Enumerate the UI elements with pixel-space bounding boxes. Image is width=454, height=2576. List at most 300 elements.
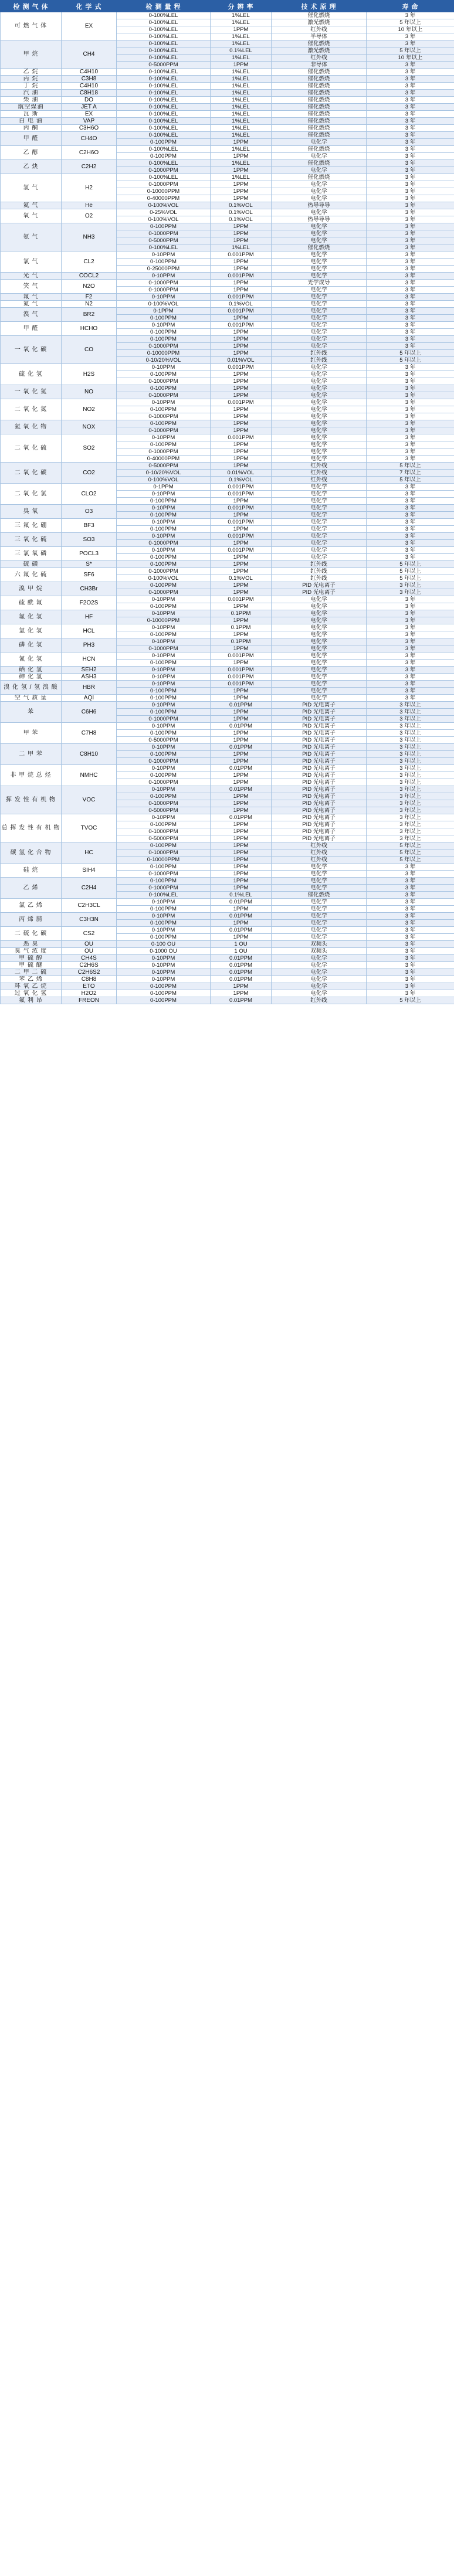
cell-formula: C4H10 [62, 69, 117, 76]
cell-lifetime: 3 年 [367, 33, 454, 40]
cell-resolution: 1PPM [211, 350, 272, 357]
cell-resolution: 1PPM [211, 688, 272, 695]
cell-range: 0-100PPM [117, 259, 211, 266]
cell-technology: PID 光电离子 [272, 821, 367, 828]
table-row [1, 202, 454, 209]
cell-technology: 电化学 [272, 315, 367, 322]
cell-technology: 电化学 [272, 308, 367, 315]
cell-range: 0-100PPM [117, 329, 211, 336]
cell-formula: ETO [62, 983, 117, 990]
cell-range: 0-1000PPM [117, 716, 211, 723]
cell-resolution: 1PPM [211, 990, 272, 997]
cell-range: 0-1000PPM [117, 287, 211, 294]
cell-gas-name: 一 氧 化 氮 [1, 385, 62, 399]
table-row [1, 125, 454, 132]
cell-lifetime: 3 年 [367, 434, 454, 441]
table-row [1, 568, 454, 575]
cell-range: 0-10PPM [117, 638, 211, 645]
cell-resolution: 1%LEL [211, 40, 272, 47]
cell-range: 0-1000PPM [117, 540, 211, 547]
cell-technology: 电化学 [272, 962, 367, 969]
cell-technology: 电化学 [272, 617, 367, 624]
cell-resolution: 1PPM [211, 554, 272, 561]
cell-technology: 电化学 [272, 540, 367, 547]
cell-range: 0-10PPM [117, 505, 211, 512]
cell-technology: 电化学 [272, 153, 367, 160]
cell-range: 0-100PPM [117, 906, 211, 913]
cell-resolution: 0.01PPM [211, 744, 272, 751]
cell-lifetime: 3 年 [367, 273, 454, 280]
cell-formula: S* [62, 561, 117, 568]
cell-gas-name: 白 电 油 [1, 118, 62, 125]
cell-range: 0-10000PPM [117, 617, 211, 624]
cell-lifetime: 3 年以上 [367, 716, 454, 723]
cell-technology: 红外线 [272, 842, 367, 849]
cell-range: 0-100PPM [117, 997, 211, 1004]
cell-range: 0-100PPM [117, 688, 211, 695]
table-row [1, 610, 454, 617]
cell-lifetime: 3 年以上 [367, 772, 454, 779]
cell-lifetime: 3 年 [367, 230, 454, 237]
cell-resolution: 0.001PPM [211, 533, 272, 540]
cell-range: 0-100PPM [117, 983, 211, 990]
cell-lifetime: 3 年 [367, 688, 454, 695]
cell-technology: 电化学 [272, 498, 367, 505]
cell-resolution: 1PPM [211, 371, 272, 378]
gas-sensor-spec-table-page [0, 0, 454, 1004]
cell-range: 0-10PPM [117, 667, 211, 674]
cell-technology: 电化学 [272, 533, 367, 540]
cell-resolution: 0.001PPM [211, 653, 272, 660]
cell-technology: 电化学 [272, 976, 367, 983]
cell-range: 0-5000PPM [117, 463, 211, 470]
table-row [1, 97, 454, 104]
cell-resolution: 1PPM [211, 857, 272, 864]
cell-resolution: 0.001PPM [211, 252, 272, 259]
cell-technology: 电化学 [272, 329, 367, 336]
cell-gas-name: 二 硫 化 碳 [1, 927, 62, 941]
cell-technology: 催化燃烧 [272, 40, 367, 47]
cell-technology: PID 光电离子 [272, 835, 367, 842]
cell-lifetime: 3 年 [367, 111, 454, 118]
cell-lifetime: 3 年 [367, 441, 454, 448]
cell-gas-name: 硒 化 氢 [1, 667, 62, 674]
cell-resolution: 1%LEL [211, 104, 272, 111]
cell-range: 0-100%LEL [117, 83, 211, 90]
cell-range: 0-1000PPM [117, 230, 211, 237]
cell-resolution: 0.01PPM [211, 702, 272, 709]
cell-range: 0-100%VOL [117, 575, 211, 582]
cell-range: 0-1000PPM [117, 413, 211, 420]
cell-formula: FREON [62, 997, 117, 1004]
cell-resolution: 1 OU [211, 941, 272, 948]
cell-formula: SF6 [62, 568, 117, 582]
cell-range: 0-100PPM [117, 772, 211, 779]
cell-formula: ASH3 [62, 674, 117, 681]
cell-resolution: 1PPM [211, 237, 272, 244]
cell-formula: EX [62, 111, 117, 118]
cell-range: 0-10PPM [117, 322, 211, 329]
table-row [1, 695, 454, 702]
cell-resolution: 1%LEL [211, 125, 272, 132]
cell-formula: EX [62, 12, 117, 40]
cell-technology: 电化学 [272, 322, 367, 329]
table-row [1, 990, 454, 997]
cell-range: 0-100PPM [117, 821, 211, 828]
cell-lifetime: 3 年 [367, 427, 454, 434]
cell-lifetime: 3 年以上 [367, 807, 454, 814]
cell-lifetime: 3 年 [367, 406, 454, 413]
cell-resolution: 1PPM [211, 561, 272, 568]
cell-range: 0-1000PPM [117, 167, 211, 174]
cell-range: 0-100PPM [117, 603, 211, 610]
cell-lifetime: 5 年以上 [367, 997, 454, 1004]
cell-technology: 电化学 [272, 427, 367, 434]
cell-lifetime: 3 年 [367, 132, 454, 139]
cell-range: 0-100%LEL [117, 104, 211, 111]
cell-range: 0-10000PPM [117, 857, 211, 864]
cell-gas-name: 乙 烷 [1, 69, 62, 76]
cell-technology: 催化燃烧 [272, 146, 367, 153]
cell-range: 0-100PPM [117, 878, 211, 885]
cell-resolution: 1PPM [211, 343, 272, 350]
cell-resolution: 1PPM [211, 983, 272, 990]
cell-technology: 电化学 [272, 913, 367, 920]
cell-lifetime: 3 年 [367, 413, 454, 420]
table-row [1, 83, 454, 90]
cell-gas-name: 溴 化 氢 / 氢 溴 酸 [1, 681, 62, 695]
cell-gas-name: 二 氧 化 氮 [1, 399, 62, 420]
cell-technology: 催化燃烧 [272, 69, 367, 76]
cell-gas-name: 柴 油 [1, 97, 62, 104]
cell-lifetime: 3 年 [367, 181, 454, 188]
cell-lifetime: 3 年 [367, 195, 454, 202]
cell-lifetime: 3 年 [367, 188, 454, 195]
cell-gas-name: 氰 化 氢 [1, 653, 62, 667]
cell-technology: 电化学 [272, 364, 367, 371]
cell-gas-name: 汽 油 [1, 90, 62, 97]
cell-gas-name: 硫 磺 [1, 561, 62, 568]
cell-range: 0-100PPM [117, 153, 211, 160]
cell-formula: C8H18 [62, 90, 117, 97]
table-row [1, 434, 454, 441]
cell-lifetime: 3 年 [367, 617, 454, 624]
cell-formula: CO [62, 336, 117, 364]
cell-range: 0-10PPM [117, 519, 211, 526]
cell-lifetime: 3 年 [367, 294, 454, 301]
cell-lifetime: 3 年 [367, 653, 454, 660]
cell-technology: 电化学 [272, 273, 367, 280]
cell-lifetime: 5 年以上 [367, 575, 454, 582]
cell-resolution: 0.01PPM [211, 814, 272, 821]
cell-gas-name: 三 氧 化 硫 [1, 533, 62, 547]
cell-technology: 电化学 [272, 681, 367, 688]
table-row [1, 364, 454, 371]
cell-resolution: 1%LEL [211, 146, 272, 153]
cell-range: 0-100PPM [117, 660, 211, 667]
cell-resolution: 0.001PPM [211, 667, 272, 674]
cell-gas-name: 可 燃 气 体 [1, 12, 62, 40]
cell-gas-name: 氢 气 [1, 174, 62, 202]
cell-gas-name: 恶 臭 [1, 941, 62, 948]
cell-range: 0-1000PPM [117, 568, 211, 575]
cell-formula: COCL2 [62, 273, 117, 280]
cell-range: 0-100PPM [117, 336, 211, 343]
cell-resolution: 0.001PPM [211, 364, 272, 371]
cell-lifetime: 3 年 [367, 484, 454, 491]
cell-gas-name: 甲 烷 [1, 40, 62, 69]
cell-technology: 红外线 [272, 849, 367, 857]
table-row [1, 209, 454, 216]
cell-formula: C3H3N [62, 913, 117, 927]
cell-formula: C3H8 [62, 76, 117, 83]
cell-technology: 电化学 [272, 505, 367, 512]
cell-technology: 热导导导 [272, 216, 367, 223]
table-row [1, 681, 454, 688]
cell-lifetime: 3 年 [367, 892, 454, 899]
column-header-technology: 技 术 原 理 [272, 1, 367, 12]
cell-range: 0-100PPM [117, 406, 211, 413]
cell-resolution: 1PPM [211, 709, 272, 716]
cell-lifetime: 3 年 [367, 955, 454, 962]
cell-technology: 催化燃烧 [272, 76, 367, 83]
cell-resolution: 0.001PPM [211, 547, 272, 554]
cell-technology: 红外线 [272, 26, 367, 33]
cell-lifetime: 3 年 [367, 976, 454, 983]
cell-lifetime: 3 年 [367, 12, 454, 19]
table-row [1, 104, 454, 111]
cell-range: 0-25000PPM [117, 266, 211, 273]
cell-technology: 电化学 [272, 667, 367, 674]
cell-technology: 电化学 [272, 448, 367, 456]
cell-gas-name: 一 氧 化 碳 [1, 336, 62, 364]
cell-range: 0-1000PPM [117, 589, 211, 596]
table-row [1, 899, 454, 906]
cell-range: 0-100%LEL [117, 33, 211, 40]
cell-lifetime: 5 年以上 [367, 561, 454, 568]
cell-resolution: 1PPM [211, 828, 272, 835]
cell-technology: 催化燃烧 [272, 97, 367, 104]
cell-formula: CH4 [62, 40, 117, 69]
cell-technology: 催化燃烧 [272, 132, 367, 139]
cell-resolution: 1PPM [211, 62, 272, 69]
table-row [1, 322, 454, 329]
table-row [1, 111, 454, 118]
cell-lifetime: 3 年 [367, 329, 454, 336]
cell-technology: 催化燃烧 [272, 104, 367, 111]
cell-lifetime: 3 年 [367, 906, 454, 913]
cell-resolution: 0.1%VOL [211, 209, 272, 216]
cell-resolution: 1PPM [211, 181, 272, 188]
cell-range: 0-5000PPM [117, 237, 211, 244]
column-header-range: 检 测 量 程 [117, 1, 211, 12]
cell-lifetime: 5 年以上 [367, 350, 454, 357]
cell-technology: 电化学 [272, 983, 367, 990]
cell-range: 0-100%VOL [117, 301, 211, 308]
cell-lifetime: 3 年 [367, 927, 454, 934]
cell-lifetime: 3 年以上 [367, 751, 454, 758]
cell-range: 0-10PPM [117, 294, 211, 301]
cell-resolution: 1PPM [211, 167, 272, 174]
cell-lifetime: 3 年 [367, 146, 454, 153]
cell-resolution: 1PPM [211, 280, 272, 287]
cell-technology: 催化燃烧 [272, 892, 367, 899]
cell-lifetime: 3 年 [367, 315, 454, 322]
cell-technology: 催化燃烧 [272, 174, 367, 181]
cell-gas-name: 氮 气 [1, 301, 62, 308]
cell-lifetime: 3 年以上 [367, 814, 454, 821]
cell-formula: SO3 [62, 533, 117, 547]
cell-lifetime: 3 年 [367, 990, 454, 997]
cell-gas-name: 六 氟 化 硫 [1, 568, 62, 582]
cell-gas-name: 氧 气 [1, 209, 62, 223]
cell-formula: C6H6 [62, 702, 117, 723]
cell-formula: OU [62, 948, 117, 955]
cell-range: 0-10PPM [117, 533, 211, 540]
cell-range: 0-1PPM [117, 484, 211, 491]
cell-lifetime: 10 年以上 [367, 55, 454, 62]
cell-lifetime: 3 年 [367, 899, 454, 906]
cell-gas-name: 瓦 斯 [1, 111, 62, 118]
cell-technology: 电化学 [272, 899, 367, 906]
cell-range: 0-100%LEL [117, 76, 211, 83]
cell-resolution: 1PPM [211, 737, 272, 744]
cell-range: 0-10PPM [117, 610, 211, 617]
cell-gas-name: 二 氧 化 氯 [1, 484, 62, 505]
cell-range: 0-10PPM [117, 955, 211, 962]
table-row [1, 399, 454, 406]
cell-lifetime: 3 年 [367, 399, 454, 406]
cell-gas-name: 光 气 [1, 273, 62, 280]
cell-technology: 双频头 [272, 948, 367, 955]
cell-lifetime: 3 年以上 [367, 702, 454, 709]
cell-technology: 电化学 [272, 420, 367, 427]
cell-formula: NOX [62, 420, 117, 434]
cell-resolution: 1PPM [211, 441, 272, 448]
cell-resolution: 0.01PPM [211, 913, 272, 920]
cell-resolution: 1%LEL [211, 55, 272, 62]
cell-technology: PID 光电离子 [272, 737, 367, 744]
cell-resolution: 1PPM [211, 821, 272, 828]
table-row [1, 765, 454, 772]
cell-range: 0-1000PPM [117, 758, 211, 765]
cell-resolution: 1PPM [211, 512, 272, 519]
cell-resolution: 1PPM [211, 751, 272, 758]
cell-lifetime: 3 年以上 [367, 582, 454, 589]
cell-range: 0-5000PPM [117, 62, 211, 69]
column-header-formula: 化 学 式 [62, 1, 117, 12]
cell-lifetime: 3 年以上 [367, 730, 454, 737]
cell-range: 0-1PPM [117, 308, 211, 315]
cell-resolution: 1%LEL [211, 83, 272, 90]
cell-formula: H2O2 [62, 990, 117, 997]
table-row [1, 519, 454, 526]
table-row [1, 976, 454, 983]
cell-range: 0-1000PPM [117, 800, 211, 807]
cell-formula: HCN [62, 653, 117, 667]
cell-gas-name: 丙 烷 [1, 76, 62, 83]
cell-resolution: 1PPM [211, 526, 272, 533]
cell-lifetime: 3 年 [367, 301, 454, 308]
cell-lifetime: 3 年 [367, 308, 454, 315]
cell-lifetime: 3 年 [367, 638, 454, 645]
cell-range: 0-100%LEL [117, 69, 211, 76]
cell-gas-name: 空 气 质 量 [1, 695, 62, 702]
cell-technology: PID 光电离子 [272, 828, 367, 835]
table-row [1, 969, 454, 976]
cell-gas-name: 氮 氧 化 物 [1, 420, 62, 434]
cell-lifetime: 3 年 [367, 223, 454, 230]
cell-lifetime: 3 年 [367, 385, 454, 392]
table-row [1, 667, 454, 674]
cell-formula: PH3 [62, 638, 117, 653]
cell-range: 0-100PPM [117, 420, 211, 427]
table-row [1, 955, 454, 962]
table-row [1, 294, 454, 301]
cell-formula: N2O [62, 280, 117, 294]
table-row [1, 561, 454, 568]
cell-technology: 双频头 [272, 941, 367, 948]
cell-gas-name: 溴 气 [1, 308, 62, 322]
cell-lifetime: 3 年 [367, 674, 454, 681]
cell-gas-name: 碳 氢 化 合 物 [1, 842, 62, 864]
cell-lifetime: 5 年以上 [367, 842, 454, 849]
cell-technology: 电化学 [272, 491, 367, 498]
cell-lifetime: 3 年 [367, 322, 454, 329]
cell-resolution: 1PPM [211, 603, 272, 610]
cell-resolution: 1%LEL [211, 118, 272, 125]
cell-range: 0-10PPM [117, 674, 211, 681]
cell-formula: SO2 [62, 434, 117, 463]
cell-lifetime: 3 年 [367, 681, 454, 688]
cell-resolution: 1%LEL [211, 90, 272, 97]
cell-lifetime: 3 年以上 [367, 786, 454, 793]
cell-gas-name: 乙 炔 [1, 160, 62, 174]
cell-resolution: 1PPM [211, 336, 272, 343]
cell-gas-name: 硫 酰 氟 [1, 596, 62, 610]
cell-gas-name: 磷 化 氢 [1, 638, 62, 653]
table-row [1, 941, 454, 948]
cell-range: 0-1000PPM [117, 849, 211, 857]
cell-range: 0-1000PPM [117, 343, 211, 350]
cell-technology: 红外线 [272, 463, 367, 470]
cell-lifetime: 3 年 [367, 645, 454, 653]
cell-gas-name: 氦 气 [1, 202, 62, 209]
cell-resolution: 1PPM [211, 139, 272, 146]
cell-lifetime: 3 年 [367, 533, 454, 540]
cell-technology: PID 光电离子 [272, 814, 367, 821]
cell-resolution: 1PPM [211, 420, 272, 427]
cell-technology: 电化学 [272, 906, 367, 913]
cell-lifetime: 3 年 [367, 948, 454, 955]
cell-formula: POCL3 [62, 547, 117, 561]
cell-formula: C2H6S2 [62, 969, 117, 976]
cell-technology: 电化学 [272, 969, 367, 976]
cell-technology: 电化学 [272, 181, 367, 188]
cell-formula: AQI [62, 695, 117, 702]
table-row [1, 160, 454, 167]
cell-resolution: 1%LEL [211, 244, 272, 252]
cell-lifetime: 3 年 [367, 596, 454, 603]
table-row [1, 174, 454, 181]
cell-resolution: 1%LEL [211, 33, 272, 40]
cell-resolution: 1PPM [211, 463, 272, 470]
cell-range: 0-100PPM [117, 793, 211, 800]
cell-lifetime: 3 年 [367, 40, 454, 47]
cell-range: 0-1000PPM [117, 427, 211, 434]
cell-technology: 红外线 [272, 477, 367, 484]
cell-lifetime: 3 年以上 [367, 800, 454, 807]
